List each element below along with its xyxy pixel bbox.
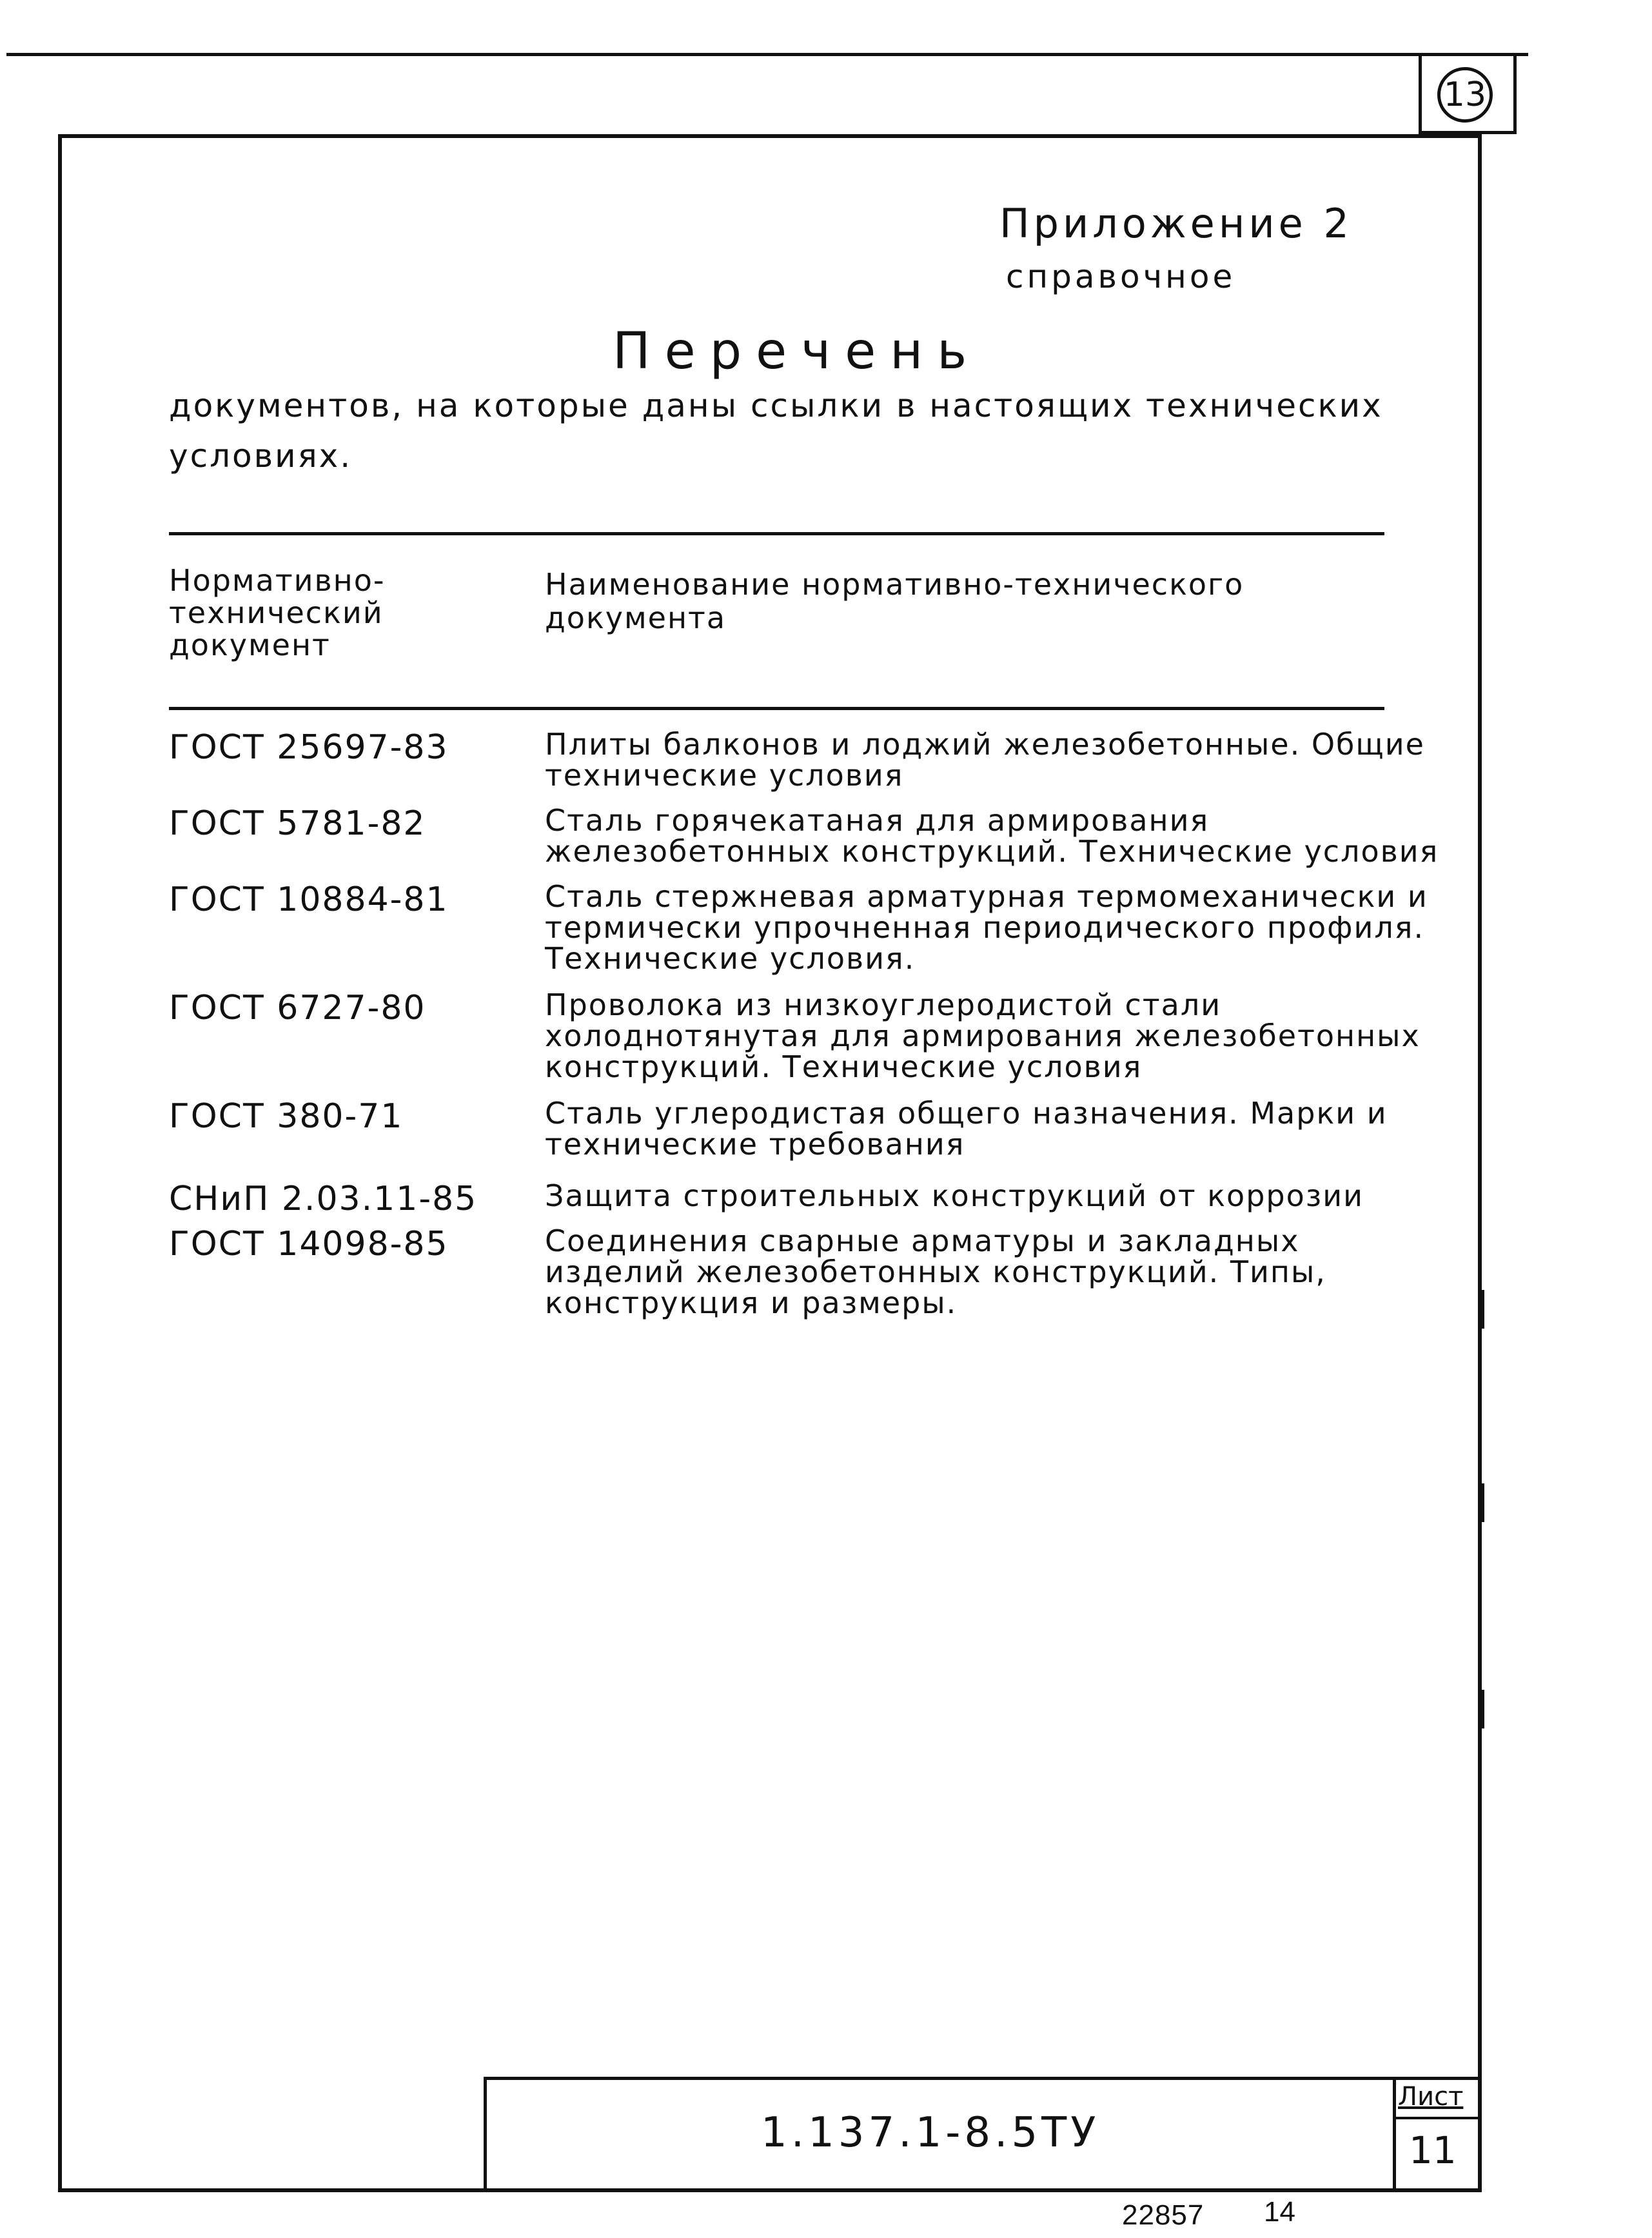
column-header-name: Наименование нормативно-технического документа <box>545 567 1244 635</box>
page-number: 13 <box>1437 67 1493 123</box>
appendix-subtitle: справочное <box>1006 258 1236 295</box>
page-subtitle: документов, на которые даны ссылки в настоящих технических условиях. <box>169 387 1383 475</box>
document-name: Сталь стержневая арматурная термомеханически и термически упрочненная периодического профиля. Технические условия. <box>545 879 1428 976</box>
document-name: Соединения сварные арматуры и закладных изделий железобетонных конструкций. Типы, конструкция и размеры. <box>545 1223 1326 1320</box>
table-row <box>169 1098 1459 1180</box>
table-header-rule <box>169 707 1384 710</box>
sheet-label: Лист <box>1398 2082 1464 2112</box>
margin-mark <box>1482 1690 1484 1728</box>
page-title: Перечень <box>613 322 981 381</box>
document-name: Плиты балконов и лоджий железобетонные. Общие технические условия <box>545 727 1425 793</box>
document-code: СНиП 2.03.11-85 <box>169 1180 478 1218</box>
document-code: ГОСТ 25697-83 <box>169 728 449 767</box>
appendix-title: Приложение 2 <box>999 200 1353 247</box>
document-name: Проволока из низкоуглеродистой стали холоднотянутая для армирования железобетонных конструкций. Технические условия <box>545 987 1421 1084</box>
document-code: ГОСТ 6727-80 <box>169 989 426 1027</box>
top-rule <box>6 53 1528 56</box>
page-count: 14 <box>1264 2196 1295 2228</box>
reference-table <box>169 729 1459 1354</box>
page-number-box <box>1419 53 1517 134</box>
document-code: ГОСТ 380-71 <box>169 1097 404 1136</box>
document-code: ГОСТ 10884-81 <box>169 880 449 919</box>
document-name: Сталь углеродистая общего назначения. Марки и технические требования <box>545 1096 1388 1162</box>
document-name: Защита строительных конструкций от коррозии <box>545 1178 1364 1213</box>
table-top-rule <box>169 532 1384 535</box>
document-code: ГОСТ 5781-82 <box>169 804 426 843</box>
title-block-divider <box>1393 2077 1396 2192</box>
column-header-code: Нормативно-технический документ <box>169 563 386 662</box>
table-row <box>169 805 1459 881</box>
margin-mark <box>1482 1290 1484 1329</box>
title-block-top-rule <box>484 2077 1482 2080</box>
document-code: ГОСТ 14098-85 <box>169 1225 449 1263</box>
table-row <box>169 1225 1459 1354</box>
document-code-stamp: 1.137.1-8.5ТУ <box>761 2109 1100 2157</box>
document-name: Сталь горячекатаная для армирования железобетонных конструкций. Технические условия <box>545 803 1439 869</box>
table-row <box>169 989 1459 1098</box>
table-row <box>169 729 1459 805</box>
title-block-left-rule <box>484 2077 487 2192</box>
margin-mark <box>1482 1483 1484 1522</box>
table-row <box>169 1180 1459 1225</box>
sheet-number: 11 <box>1409 2128 1457 2172</box>
sheet-cell-rule <box>1393 2117 1482 2119</box>
table-row <box>169 881 1459 989</box>
inventory-number: 22857 <box>1122 2199 1205 2231</box>
